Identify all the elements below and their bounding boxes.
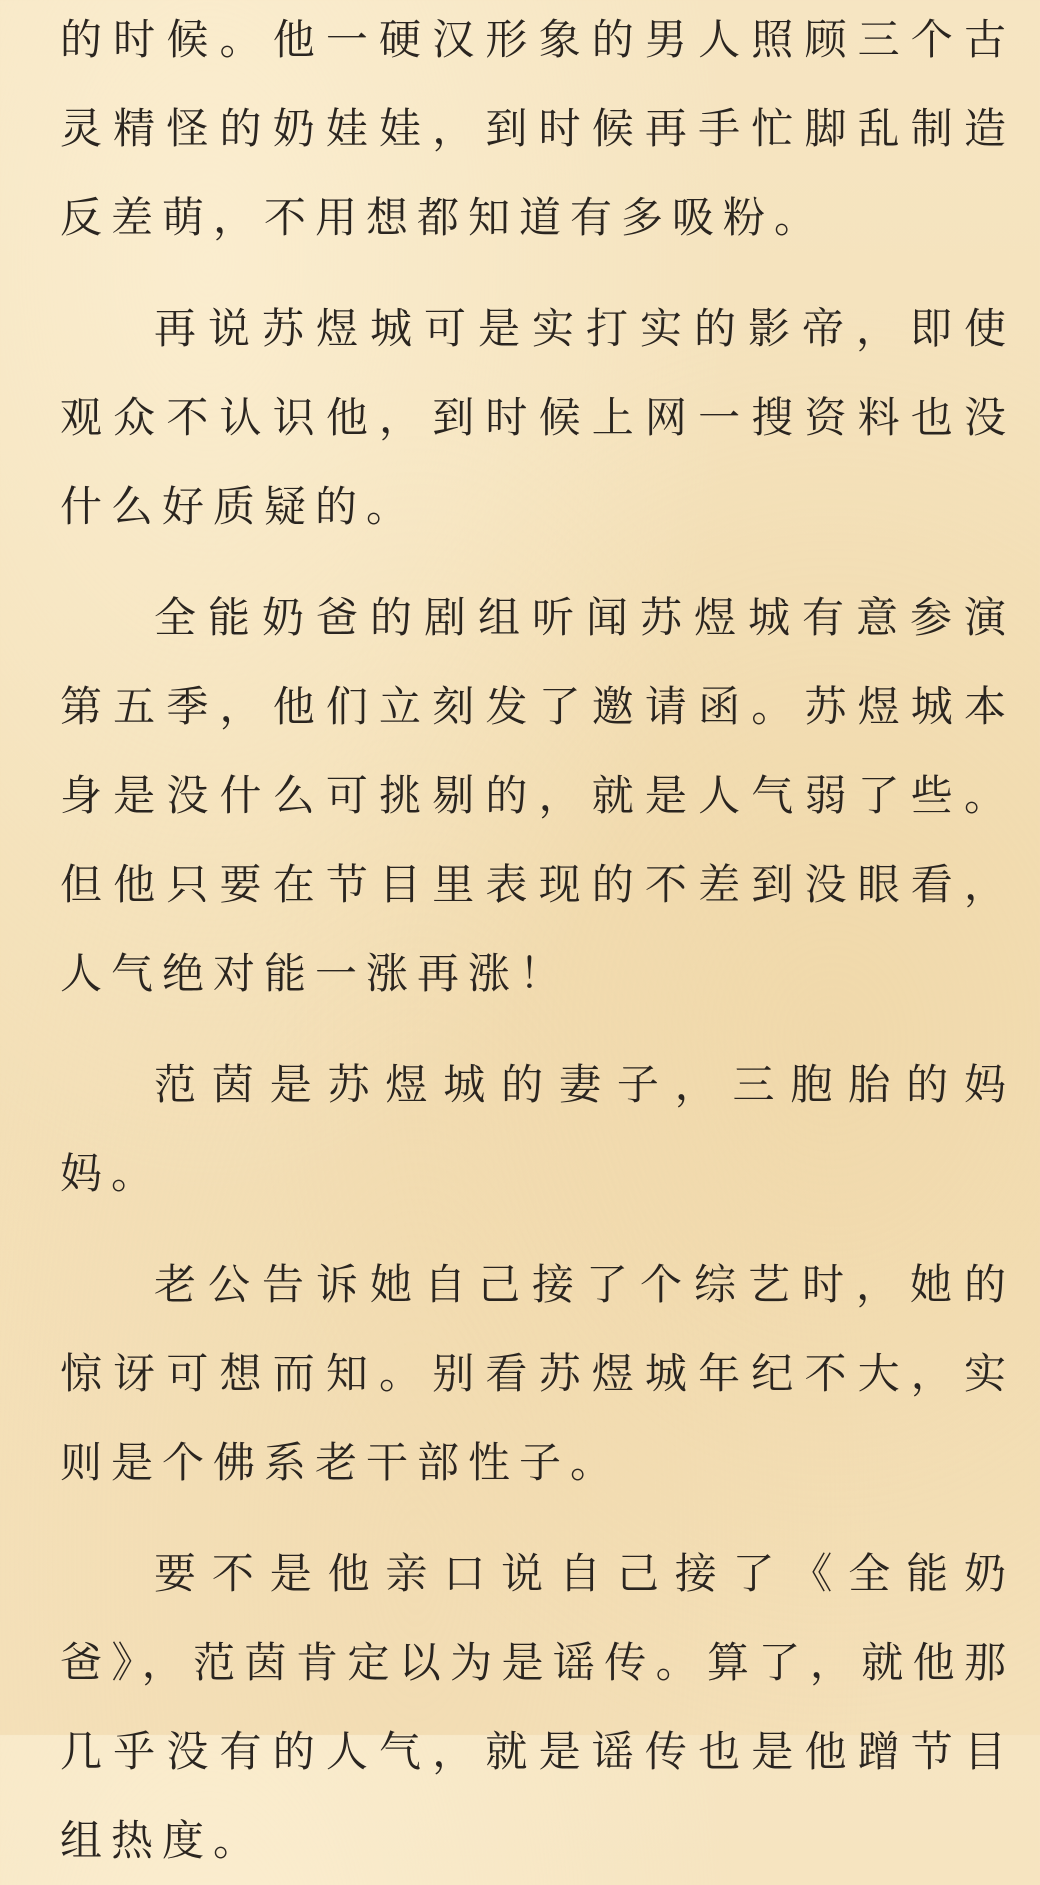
paragraph: 范茵是苏煜城的妻子，三胞胎的妈妈。 — [60, 1060, 1015, 1198]
chapter-content — [60, 0, 1015, 1885]
paragraph: 要不是他亲口说自己接了《全能奶爸》，范茵肯定以为是谣传。算了，就他那几乎没有的人气，就是谣传也是他蹭节目组热度。 — [60, 1549, 1015, 1865]
paragraph: 再说苏煜城可是实打实的影帝，即使观众不认识他，到时候上网一搜资料也没什么好质疑的。 — [60, 304, 1015, 531]
paragraph: 全能奶爸的剧组听闻苏煜城有意参演第五季，他们立刻发了邀请函。苏煜城本身是没什么可挑剔的，就是人气弱了些。但他只要在节目里表现的不差到没眼看，人气绝对能一涨再涨！ — [60, 593, 1015, 998]
paragraph: 的时候。他一硬汉形象的男人照顾三个古灵精怪的奶娃娃，到时候再手忙脚乱制造反差萌，不用想都知道有多吸粉。 — [60, 15, 1015, 242]
paragraph: 老公告诉她自己接了个综艺时，她的惊讶可想而知。别看苏煜城年纪不大，实则是个佛系老干部性子。 — [60, 1260, 1015, 1487]
